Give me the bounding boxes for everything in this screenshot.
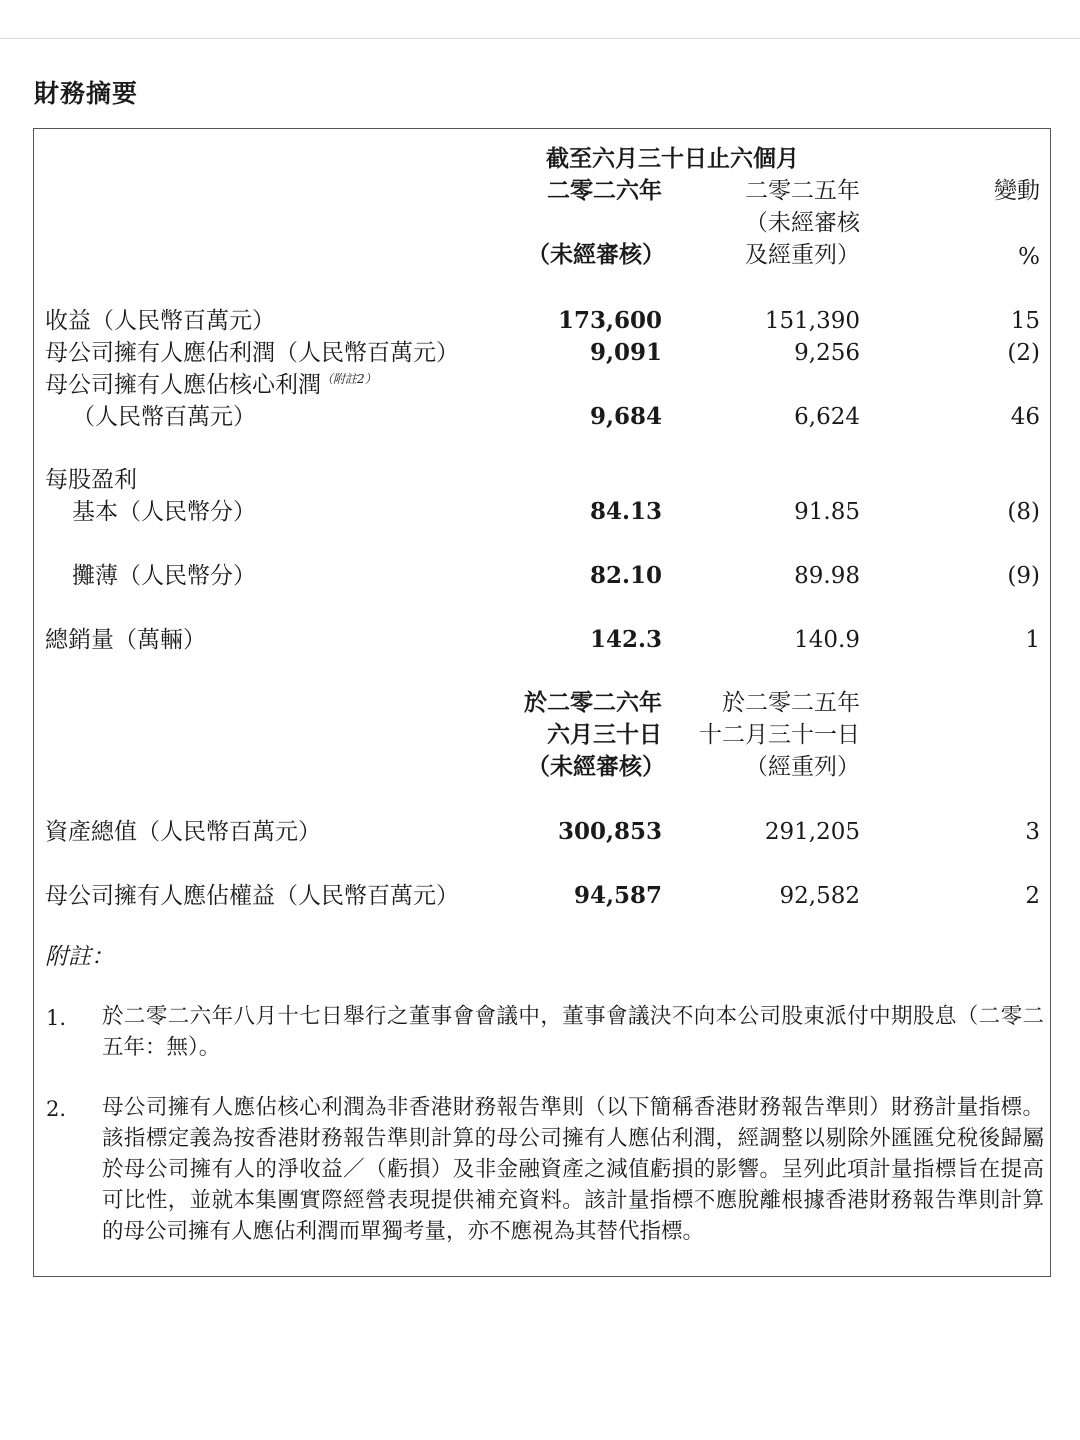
row-label-eps-diluted: 攤薄（人民幣分） [72, 563, 256, 589]
core-profit-note-ref: （附註2） [321, 372, 377, 386]
profit-attr-change: (2) [1007, 340, 1040, 366]
profit-attr-2026: 9,091 [589, 339, 662, 366]
top-divider [0, 38, 1080, 39]
section-title: 財務摘要 [34, 79, 139, 108]
revenue-2025: 151,390 [764, 308, 860, 334]
eps-diluted-change: (9) [1007, 563, 1040, 589]
total-assets-2026: 300,853 [557, 818, 662, 845]
change-percent: % [1018, 244, 1040, 270]
row-label-core-profit-unit: （人民幣百萬元） [72, 404, 256, 430]
balance-col-2026-line2: 六月三十日 [547, 721, 662, 748]
row-label-equity-attr: 母公司擁有人應佔權益（人民幣百萬元） [45, 883, 459, 909]
row-label-profit-attr: 母公司擁有人應佔利潤（人民幣百萬元） [45, 340, 459, 366]
profit-attr-2025: 9,256 [794, 340, 860, 366]
total-sales-2025: 140.9 [794, 627, 860, 653]
row-label-total-assets: 資產總值（人民幣百萬元） [45, 819, 321, 845]
total-sales-2026: 142.3 [589, 626, 662, 653]
row-label-revenue: 收益（人民幣百萬元） [45, 308, 275, 334]
row-label-core-profit [45, 370, 377, 400]
balance-col-2026-line3: （未經審核） [527, 753, 665, 780]
row-label-eps-basic: 基本（人民幣分） [72, 499, 256, 525]
revenue-2026: 173,600 [557, 307, 662, 334]
note-2-number: 2. [46, 1097, 67, 1121]
eps-basic-2026: 84.13 [589, 498, 662, 525]
equity-attr-2025: 92,582 [779, 883, 860, 909]
core-profit-2026: 9,684 [589, 403, 662, 430]
eps-basic-2025: 91.85 [794, 499, 860, 525]
core-profit-change: 46 [1010, 404, 1040, 430]
col-2026-unaudited: （未經審核） [527, 241, 665, 268]
balance-col-2026-line1: 於二零二六年 [524, 689, 662, 716]
notes-heading: 附註： [45, 944, 114, 970]
eps-basic-change: (8) [1007, 499, 1040, 525]
total-assets-change: 3 [1025, 819, 1040, 845]
change-header: 變動 [994, 178, 1040, 204]
balance-col-2025-line1: 於二零二五年 [722, 690, 860, 716]
row-label-eps: 每股盈利 [45, 467, 137, 493]
balance-col-2025-line2: 十二月三十一日 [699, 722, 860, 748]
note-1-text: 於二零二六年八月十七日舉行之董事會會議中，董事會議決不向本公司股東派付中期股息（二零二五年：無）。 [102, 1004, 1044, 1060]
row-label-total-sales: 總銷量（萬輛） [45, 627, 206, 653]
note-2-text: 母公司擁有人應佔核心利潤為非香港財務報告準則（以下簡稱香港財務報告準則）財務計量指標。該指標定義為按香港財務報告準則計算的母公司擁有人應佔利潤，經調整以剔除外匯匯兌稅後歸屬於母公司擁有人的淨收益／（虧損）及非金融資產之減值虧損的影響。呈列此項計量指標旨在提高可比性，並就本集團實際經營表現提供補充資料。該計量指標不應脫離根據香港財務報告準則計算的母公司擁有人應佔利潤而單獨考量，亦不應視為其替代指標。 [102, 1095, 1044, 1244]
total-assets-2025: 291,205 [764, 819, 860, 845]
eps-diluted-2025: 89.98 [794, 563, 860, 589]
col-2025-restated: 及經重列） [745, 242, 860, 268]
eps-diluted-2026: 82.10 [589, 562, 662, 589]
col-2025-header: 二零二五年 [745, 178, 860, 204]
revenue-change: 15 [1010, 308, 1040, 334]
balance-col-2025-line3: （經重列） [745, 754, 860, 780]
col-2026-header: 二零二六年 [547, 177, 662, 204]
equity-attr-change: 2 [1025, 883, 1040, 909]
note-1-number: 1. [46, 1006, 67, 1030]
core-profit-label-text: 母公司擁有人應佔核心利潤 [45, 372, 321, 398]
period-group-title: 截至六月三十日止六個月 [546, 145, 799, 172]
core-profit-2025: 6,624 [794, 404, 860, 430]
equity-attr-2026: 94,587 [573, 882, 662, 909]
total-sales-change: 1 [1025, 627, 1040, 653]
col-2025-unaudited: （未經審核 [745, 210, 860, 236]
